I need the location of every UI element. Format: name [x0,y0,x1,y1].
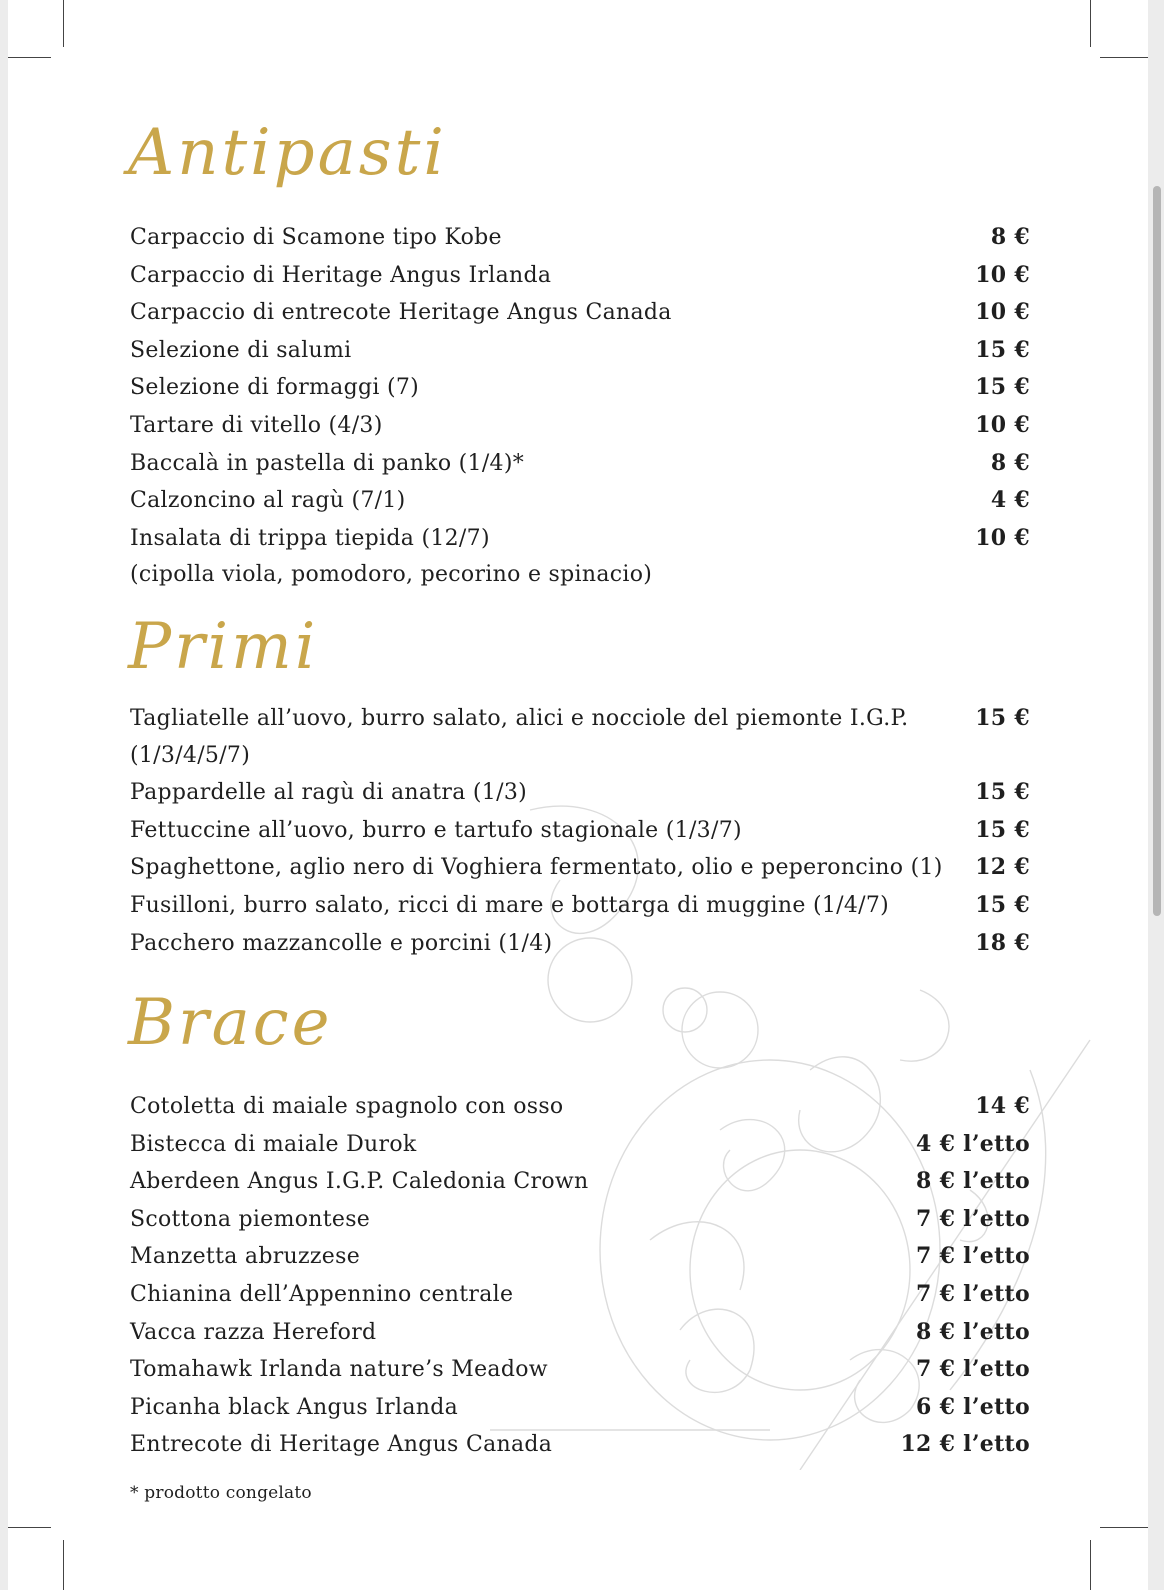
item-price: 4 € l’etto [916,1130,1030,1157]
item-price: 15 € [975,374,1030,401]
item-price: 15 € [975,336,1030,363]
item-price: 8 € [990,224,1030,250]
item-name: Carpaccio di Heritage Angus Irlanda [130,262,552,288]
crop-mark [1100,1527,1148,1528]
item-name: Selezione di formaggi (7) [130,375,420,401]
item-name: Vacca razza Hereford [130,1319,377,1345]
crop-mark [1090,1540,1091,1590]
section-title-brace: Brace [128,986,333,1060]
item-price: 10 € [975,411,1030,438]
item-description: (cipolla viola, pomodoro, pecorino e spinacio) [130,562,653,588]
item-price: 7 € l’etto [916,1356,1030,1383]
menu-item [130,849,1030,887]
item-name: Chianina dell’Appennino centrale [130,1281,514,1307]
item-description: (1/3/4/5/7) [130,742,251,768]
item-name: Bistecca di maiale Durok [130,1131,417,1157]
section-title-antipasti: Antipasti [128,116,447,190]
crop-mark [8,1527,51,1528]
item-name: Carpaccio di entrecote Heritage Angus Canada [130,300,672,326]
menu-item [130,1088,1030,1126]
menu-item [130,520,1030,558]
item-name: Entrecote di Heritage Angus Canada [130,1432,553,1458]
item-name: Selezione di salumi [130,337,352,363]
menu-item [130,482,1030,520]
item-name: Tomahawk Irlanda nature’s Meadow [130,1357,548,1383]
item-name: Spaghettone, aglio nero di Voghiera fermentato, olio e peperoncino (1) [130,855,943,881]
section-primi [130,700,1030,962]
menu-item [130,1238,1030,1276]
item-name: Tagliatelle all’uovo, burro salato, alici e nocciole del piemonte I.G.P. [130,706,909,731]
item-name: Fettuccine all’uovo, burro e tartufo stagionale (1/3/7) [130,817,742,843]
item-price: 10 € [975,299,1030,326]
crop-mark [1090,0,1091,47]
menu-item [130,1389,1030,1427]
item-name: Manzetta abruzzese [130,1244,361,1270]
item-name: Scottona piemontese [130,1206,371,1232]
item-price: 14 € [975,1093,1030,1119]
item-price: 15 € [975,816,1030,843]
menu-item [130,812,1030,850]
item-price: 10 € [975,524,1030,551]
menu-item [130,1351,1030,1389]
menu-item [130,407,1030,445]
footnote: * prodotto congelato [130,1483,312,1503]
item-name: Aberdeen Angus I.G.P. Caledonia Crown [130,1169,589,1195]
item-price: 7 € l’etto [916,1243,1030,1270]
crop-mark [1100,57,1148,58]
menu-item [130,774,1030,812]
item-name: Carpaccio di Scamone tipo Kobe [130,225,502,250]
item-name: Fusilloni, burro salato, ricci di mare e bottarga di muggine (1/4/7) [130,892,890,918]
menu-item [130,445,1030,483]
menu-item [130,1126,1030,1164]
item-price: 7 € l’etto [916,1205,1030,1232]
menu-item [130,369,1030,407]
section-title-primi: Primi [128,610,319,684]
crop-mark [63,0,64,47]
item-price: 15 € [975,705,1030,731]
section-antipasti [130,219,1030,594]
menu-item [130,1426,1030,1464]
item-name: Pappardelle al ragù di anatra (1/3) [130,780,527,806]
menu-item [130,1201,1030,1239]
menu-item [130,219,1030,257]
menu-item [130,1314,1030,1352]
menu-item [130,700,1030,738]
item-price: 18 € [975,929,1030,956]
item-name: Calzoncino al ragù (7/1) [130,488,406,514]
item-price: 4 € [990,487,1030,514]
item-price: 15 € [975,779,1030,806]
item-name: Tartare di vitello (4/3) [130,412,383,438]
menu-item [130,332,1030,370]
item-price: 12 € [975,854,1030,881]
menu-item [130,887,1030,925]
menu-item [130,294,1030,332]
crop-mark [63,1540,64,1590]
item-price: 12 € l’etto [900,1431,1030,1458]
menu-item [130,257,1030,295]
item-price: 10 € [975,261,1030,288]
scrollbar[interactable] [1153,186,1161,916]
menu-item [130,1276,1030,1314]
menu-item [130,1163,1030,1201]
item-price: 8 € [990,449,1030,476]
item-price: 8 € l’etto [916,1168,1030,1195]
item-name: Cotoletta di maiale spagnolo con osso [130,1094,564,1119]
item-name: Pacchero mazzancolle e porcini (1/4) [130,930,553,956]
item-name: Picanha black Angus Irlanda [130,1394,459,1420]
item-name: Baccalà in pastella di panko (1/4)* [130,450,525,476]
crop-mark [8,57,51,58]
section-brace [130,1088,1030,1464]
item-price: 7 € l’etto [916,1280,1030,1307]
menu-item [130,925,1030,963]
item-price: 6 € l’etto [916,1393,1030,1420]
item-name: Insalata di trippa tiepida (12/7) [130,525,490,551]
item-price: 15 € [975,891,1030,918]
item-price: 8 € l’etto [916,1318,1030,1345]
